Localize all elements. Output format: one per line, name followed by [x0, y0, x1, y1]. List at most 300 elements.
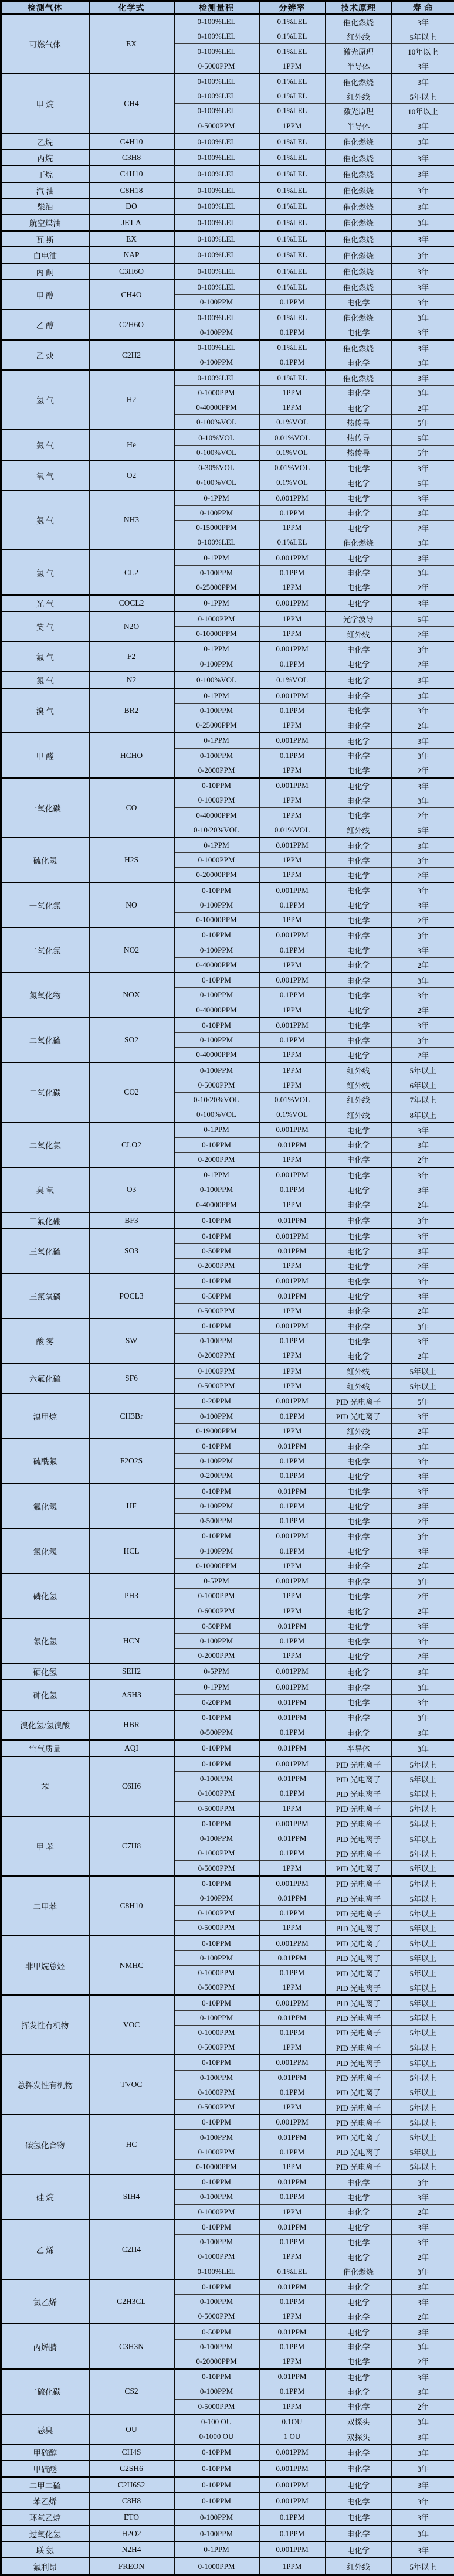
- resolution-cell: 0.01PPM: [259, 1831, 326, 1846]
- principle-cell: 电化学: [326, 641, 392, 657]
- range-cell: 0-100%LEL: [174, 370, 259, 385]
- life-cell: 3年: [392, 182, 454, 199]
- range-cell: 0-2000PPM: [174, 1258, 259, 1273]
- range-cell: 0-40000PPM: [174, 957, 259, 973]
- life-cell: 2年: [392, 627, 454, 642]
- table-row: [1, 1680, 454, 1695]
- formula-cell: POCL3: [89, 1273, 174, 1318]
- table-row: [1, 14, 454, 29]
- principle-cell: 电化学: [326, 1710, 392, 1725]
- range-cell: 0-100PPM: [174, 355, 259, 371]
- life-cell: 3年: [392, 1122, 454, 1137]
- gas-cell: 笑 气: [1, 611, 89, 642]
- life-cell: 2年: [392, 1558, 454, 1574]
- principle-cell: 红外线: [326, 1092, 392, 1107]
- gas-cell: 一氧化氮: [1, 883, 89, 928]
- life-cell: 5年以上: [392, 2040, 454, 2055]
- life-cell: 5年以上: [392, 1966, 454, 1980]
- life-cell: 2年: [392, 1423, 454, 1439]
- resolution-cell: 0.1PPM: [259, 1906, 326, 1921]
- gas-cell: 甲 醛: [1, 733, 89, 778]
- formula-cell: C8H18: [89, 182, 174, 199]
- range-cell: 0-100PPM: [174, 1182, 259, 1197]
- principle-cell: 电化学: [326, 2461, 392, 2477]
- life-cell: 3年: [392, 927, 454, 943]
- principle-cell: 催化燃烧: [326, 134, 392, 150]
- formula-cell: COCL2: [89, 595, 174, 611]
- life-cell: 3年: [392, 118, 454, 134]
- resolution-cell: 0.1PPM: [259, 943, 326, 957]
- life-cell: 5年以上: [392, 1861, 454, 1876]
- gas-cell: 氢 气: [1, 370, 89, 430]
- resolution-cell: 1PPM: [259, 1152, 326, 1167]
- principle-cell: 电化学: [326, 2174, 392, 2190]
- principle-cell: PID 光电离子: [326, 1816, 392, 1831]
- range-cell: 0-50PPM: [174, 2324, 259, 2339]
- resolution-cell: 1PPM: [259, 793, 326, 808]
- life-cell: 5年以上: [392, 1906, 454, 1921]
- formula-cell: C3H3N: [89, 2324, 174, 2369]
- resolution-cell: 0.001PPM: [259, 1936, 326, 1951]
- life-cell: 3年: [392, 688, 454, 704]
- range-cell: 0-50PPM: [174, 1243, 259, 1258]
- principle-cell: 电化学: [326, 793, 392, 808]
- range-cell: 0-1PPM: [174, 1167, 259, 1182]
- table-row: [1, 74, 454, 89]
- principle-cell: 半导体: [326, 118, 392, 134]
- life-cell: 3年: [392, 1182, 454, 1197]
- resolution-cell: 0.001PPM: [259, 1663, 326, 1680]
- principle-cell: 电化学: [326, 1514, 392, 1529]
- range-cell: 0-10PPM: [174, 1995, 259, 2010]
- table-row: [1, 2526, 454, 2542]
- life-cell: 3年: [392, 2190, 454, 2204]
- principle-cell: PID 光电离子: [326, 2010, 392, 2025]
- principle-cell: PID 光电离子: [326, 2040, 392, 2055]
- table-row: [1, 460, 454, 475]
- range-cell: 0-5000PPM: [174, 1980, 259, 1996]
- life-cell: 3年: [392, 2174, 454, 2190]
- formula-cell: C3H6O: [89, 263, 174, 280]
- gas-cell: 非甲烷总烃: [1, 1936, 89, 1996]
- range-cell: 0-5000PPM: [174, 2309, 259, 2324]
- formula-cell: C2H2: [89, 340, 174, 371]
- range-cell: 0-5000PPM: [174, 1303, 259, 1318]
- range-cell: 0-100%LEL: [174, 74, 259, 89]
- resolution-cell: 0.1%LEL: [259, 535, 326, 550]
- life-cell: 3年: [392, 1289, 454, 1303]
- table-row: [1, 490, 454, 505]
- principle-cell: 电化学: [326, 1122, 392, 1137]
- gas-cell: 二甲二硫: [1, 2477, 89, 2493]
- principle-cell: 电化学: [326, 1574, 392, 1589]
- table-row: [1, 1228, 454, 1243]
- principle-cell: 电化学: [326, 1167, 392, 1182]
- life-cell: 3年: [392, 2493, 454, 2509]
- range-cell: 0-100PPM: [174, 1498, 259, 1513]
- formula-cell: C7H8: [89, 1816, 174, 1876]
- principle-cell: 电化学: [326, 1048, 392, 1063]
- table-header: [1, 1, 454, 15]
- range-cell: 0-5PPM: [174, 1574, 259, 1589]
- gas-cell: 丙烷: [1, 149, 89, 166]
- resolution-cell: 0.1PPM: [259, 565, 326, 580]
- principle-cell: 电化学: [326, 1649, 392, 1664]
- resolution-cell: 0.01PPM: [259, 1740, 326, 1756]
- formula-cell: H2O2: [89, 2526, 174, 2542]
- range-cell: 0-1000PPM: [174, 1786, 259, 1801]
- life-cell: 3年: [392, 1680, 454, 1695]
- life-cell: 5年以上: [392, 29, 454, 44]
- principle-cell: 电化学: [326, 1619, 392, 1634]
- range-cell: 0-1PPM: [174, 1122, 259, 1137]
- resolution-cell: 0.01PPM: [259, 2324, 326, 2339]
- principle-cell: 电化学: [326, 385, 392, 400]
- table-row: [1, 340, 454, 355]
- life-cell: 3年: [392, 1137, 454, 1152]
- range-cell: 0-100PPM: [174, 2384, 259, 2399]
- life-cell: 2年: [392, 1002, 454, 1018]
- principle-cell: 电化学: [326, 2249, 392, 2264]
- range-cell: 0-100%LEL: [174, 149, 259, 166]
- gas-cell: 硫化氢: [1, 838, 89, 883]
- gas-cell: 硫酰氟: [1, 1439, 89, 1484]
- life-cell: 5年以上: [392, 2085, 454, 2099]
- table-row: [1, 231, 454, 247]
- resolution-cell: 0.01PPM: [259, 1619, 326, 1634]
- formula-cell: AQI: [89, 1740, 174, 1756]
- life-cell: 3年: [392, 1544, 454, 1558]
- resolution-cell: 0.001PPM: [259, 883, 326, 898]
- resolution-cell: 0.1PPM: [259, 898, 326, 912]
- life-cell: 5年以上: [392, 1891, 454, 1905]
- resolution-cell: 0.1PPM: [259, 1182, 326, 1197]
- table-row: [1, 1740, 454, 1756]
- resolution-cell: 0.1PPM: [259, 703, 326, 718]
- principle-cell: 电化学: [326, 853, 392, 868]
- principle-cell: 电化学: [326, 1469, 392, 1484]
- principle-cell: 电化学: [326, 1634, 392, 1649]
- formula-cell: SF6: [89, 1364, 174, 1394]
- gas-cell: 白电油: [1, 247, 89, 263]
- formula-cell: EX: [89, 231, 174, 247]
- resolution-cell: 0.01PPM: [259, 2369, 326, 2384]
- resolution-cell: 1PPM: [259, 1258, 326, 1273]
- life-cell: 5年: [392, 1394, 454, 1409]
- life-cell: 3年: [392, 1243, 454, 1258]
- range-cell: 0-5000PPM: [174, 2040, 259, 2055]
- range-cell: 0-10PPM: [174, 1876, 259, 1891]
- life-cell: 5年以上: [392, 2055, 454, 2070]
- table-row: [1, 149, 454, 166]
- formula-cell: O2: [89, 460, 174, 491]
- principle-cell: PID 光电离子: [326, 2099, 392, 2115]
- life-cell: 3年: [392, 565, 454, 580]
- principle-cell: 电化学: [326, 988, 392, 1002]
- gas-cell: 氮 气: [1, 672, 89, 688]
- resolution-cell: 1PPM: [259, 1649, 326, 1664]
- principle-cell: 电化学: [326, 957, 392, 973]
- resolution-cell: 0.001PPM: [259, 688, 326, 704]
- principle-cell: 电化学: [326, 2354, 392, 2369]
- gas-cell: 硒化氢: [1, 1663, 89, 1680]
- life-cell: 3年: [392, 748, 454, 763]
- principle-cell: 电化学: [326, 2190, 392, 2204]
- gas-cell: 甲硫醇: [1, 2444, 89, 2461]
- resolution-cell: 0.1%LEL: [259, 44, 326, 59]
- range-cell: 0-15000PPM: [174, 520, 259, 535]
- life-cell: 3年: [392, 310, 454, 325]
- range-cell: 0-100%LEL: [174, 14, 259, 29]
- range-cell: 0-10PPM: [174, 1740, 259, 1756]
- resolution-cell: 0.01%VOL: [259, 1092, 326, 1107]
- formula-cell: NOX: [89, 973, 174, 1018]
- principle-cell: PID 光电离子: [326, 2159, 392, 2174]
- life-cell: 3年: [392, 340, 454, 355]
- resolution-cell: 0.001PPM: [259, 838, 326, 853]
- principle-cell: PID 光电离子: [326, 1966, 392, 1980]
- formula-cell: C6H6: [89, 1756, 174, 1816]
- principle-cell: 半导体: [326, 1740, 392, 1756]
- principle-cell: 电化学: [326, 1033, 392, 1048]
- table-row: [1, 198, 454, 215]
- resolution-cell: 0.1%LEL: [259, 14, 326, 29]
- life-cell: 3年: [392, 1454, 454, 1469]
- resolution-cell: 1PPM: [259, 2204, 326, 2220]
- life-cell: 3年: [392, 778, 454, 793]
- formula-cell: O3: [89, 1167, 174, 1212]
- life-cell: 5年以上: [392, 2070, 454, 2085]
- life-cell: 5年以上: [392, 1816, 454, 1831]
- principle-cell: 半导体: [326, 59, 392, 74]
- life-cell: 3年: [392, 2339, 454, 2354]
- resolution-cell: 0.1%LEL: [259, 182, 326, 199]
- range-cell: 0-10/20%VOL: [174, 1092, 259, 1107]
- resolution-cell: 0.1PPM: [259, 2085, 326, 2099]
- resolution-cell: 0.1%LEL: [259, 74, 326, 89]
- resolution-cell: 0.1%LEL: [259, 166, 326, 182]
- formula-cell: NO: [89, 883, 174, 928]
- gas-cell: 氯乙烯: [1, 2279, 89, 2324]
- principle-cell: PID 光电离子: [326, 1394, 392, 1409]
- range-cell: 0-100 OU: [174, 2414, 259, 2429]
- principle-cell: 电化学: [326, 2279, 392, 2295]
- table-row: [1, 1710, 454, 1725]
- formula-cell: N2: [89, 672, 174, 688]
- range-cell: 0-100%LEL: [174, 182, 259, 199]
- table-row: [1, 1756, 454, 1772]
- principle-cell: 电化学: [326, 355, 392, 371]
- life-cell: 2年: [392, 1197, 454, 1212]
- principle-cell: PID 光电离子: [326, 1772, 392, 1786]
- gas-cell: 乙 烯: [1, 2220, 89, 2279]
- table-row: [1, 2055, 454, 2070]
- resolution-cell: 1PPM: [259, 808, 326, 823]
- life-cell: 5年: [392, 430, 454, 445]
- formula-cell: ETO: [89, 2509, 174, 2526]
- resolution-cell: 0.001PPM: [259, 2055, 326, 2070]
- principle-cell: 电化学: [326, 898, 392, 912]
- resolution-cell: 0.01PPM: [259, 2130, 326, 2145]
- life-cell: 3年: [392, 355, 454, 371]
- resolution-cell: 1PPM: [259, 1589, 326, 1603]
- resolution-cell: 0.001PPM: [259, 1394, 326, 1409]
- resolution-cell: 1PPM: [259, 1197, 326, 1212]
- life-cell: 3年: [392, 988, 454, 1002]
- principle-cell: 催化燃烧: [326, 263, 392, 280]
- life-cell: 3年: [392, 2220, 454, 2235]
- resolution-cell: 1PPM: [259, 385, 326, 400]
- gas-cell: 三氧化硫: [1, 1228, 89, 1273]
- resolution-cell: 0.1%LEL: [259, 340, 326, 355]
- range-cell: 0-10PPM: [174, 1756, 259, 1772]
- life-cell: 5年以上: [392, 1846, 454, 1861]
- range-cell: 0-1000PPM: [174, 385, 259, 400]
- range-cell: 0-100PPM: [174, 565, 259, 580]
- life-cell: 3年: [392, 134, 454, 150]
- principle-cell: 电化学: [326, 733, 392, 748]
- resolution-cell: 0.01PPM: [259, 2279, 326, 2295]
- range-cell: 0-100PPM: [174, 505, 259, 520]
- resolution-cell: 1PPM: [259, 1002, 326, 1018]
- life-cell: 3年: [392, 1334, 454, 1348]
- range-cell: 0-100PPM: [174, 1544, 259, 1558]
- principle-cell: 电化学: [326, 475, 392, 491]
- resolution-cell: 1PPM: [259, 1078, 326, 1092]
- table-row: [1, 1876, 454, 1891]
- resolution-cell: 0.001PPM: [259, 2493, 326, 2509]
- principle-cell: 电化学: [326, 325, 392, 340]
- principle-cell: 电化学: [326, 2220, 392, 2235]
- life-cell: 5年以上: [392, 2010, 454, 2025]
- principle-cell: 热传导: [326, 415, 392, 430]
- life-cell: 2年: [392, 1514, 454, 1529]
- life-cell: 5年以上: [392, 1801, 454, 1816]
- range-cell: 0-10%VOL: [174, 430, 259, 445]
- life-cell: 3年: [392, 295, 454, 310]
- formula-cell: NO2: [89, 927, 174, 973]
- principle-cell: PID 光电离子: [326, 2085, 392, 2099]
- formula-cell: F2O2S: [89, 1439, 174, 1484]
- life-cell: 5年: [392, 823, 454, 838]
- resolution-cell: 0.1PPM: [259, 1033, 326, 1048]
- life-cell: 3年: [392, 1710, 454, 1725]
- resolution-cell: 0.1PPM: [259, 2294, 326, 2309]
- table-row: [1, 2444, 454, 2461]
- gas-cell: 航空煤油: [1, 215, 89, 231]
- table-row: [1, 1528, 454, 1544]
- gas-cell: 磷化氢: [1, 1574, 89, 1619]
- formula-cell: H2S: [89, 838, 174, 883]
- gas-cell: 硅 烷: [1, 2174, 89, 2220]
- table-row: [1, 1936, 454, 1951]
- life-cell: 5年以上: [392, 1950, 454, 1965]
- resolution-cell: 1PPM: [259, 2249, 326, 2264]
- resolution-cell: 0.1PPM: [259, 355, 326, 371]
- range-cell: 0-40000PPM: [174, 1197, 259, 1212]
- range-cell: 0-10/20%VOL: [174, 823, 259, 838]
- resolution-cell: 0.001PPM: [259, 1018, 326, 1033]
- range-cell: 0-100PPM: [174, 1831, 259, 1846]
- principle-cell: 电化学: [326, 2509, 392, 2526]
- table-row: [1, 733, 454, 748]
- range-cell: 0-20000PPM: [174, 868, 259, 883]
- table-row: [1, 134, 454, 150]
- table-row: [1, 1619, 454, 1634]
- formula-cell: CO: [89, 778, 174, 838]
- life-cell: 3年: [392, 59, 454, 74]
- principle-cell: 电化学: [326, 1558, 392, 1574]
- range-cell: 0-10PPM: [174, 778, 259, 793]
- table-row: [1, 1364, 454, 1379]
- life-cell: 3年: [392, 149, 454, 166]
- resolution-cell: 1PPM: [259, 1048, 326, 1063]
- range-cell: 0-500PPM: [174, 1514, 259, 1529]
- formula-cell: SIH4: [89, 2174, 174, 2220]
- resolution-cell: 0.1PPM: [259, 1544, 326, 1558]
- range-cell: 0-100PPM: [174, 1409, 259, 1423]
- life-cell: 3年: [392, 74, 454, 89]
- formula-cell: BR2: [89, 688, 174, 733]
- range-cell: 0-100PPM: [174, 657, 259, 672]
- range-cell: 0-100%LEL: [174, 166, 259, 182]
- life-cell: 3年: [392, 1619, 454, 1634]
- principle-cell: 电化学: [326, 748, 392, 763]
- formula-cell: C3H8: [89, 149, 174, 166]
- resolution-cell: 0.1%LEL: [259, 280, 326, 295]
- principle-cell: PID 光电离子: [326, 2025, 392, 2040]
- principle-cell: 红外线: [326, 1107, 392, 1123]
- range-cell: 0-100PPM: [174, 943, 259, 957]
- resolution-cell: 1PPM: [259, 1423, 326, 1439]
- gas-cell: 三氯氧磷: [1, 1273, 89, 1318]
- gas-cell: 丙 酮: [1, 263, 89, 280]
- range-cell: 0-10PPM: [174, 2115, 259, 2130]
- principle-cell: 电化学: [326, 2204, 392, 2220]
- range-cell: 0-1000PPM: [174, 2025, 259, 2040]
- life-cell: 3年: [392, 898, 454, 912]
- life-cell: 7年以上: [392, 1092, 454, 1107]
- gas-cell: 氟利昂: [1, 2558, 89, 2575]
- resolution-cell: 0.01PPM: [259, 2174, 326, 2190]
- principle-cell: 电化学: [326, 505, 392, 520]
- principle-cell: 电化学: [326, 595, 392, 611]
- resolution-cell: 0.001PPM: [259, 1273, 326, 1289]
- range-cell: 0-5000PPM: [174, 118, 259, 134]
- resolution-cell: 0.1PPM: [259, 325, 326, 340]
- resolution-cell: 0.1%LEL: [259, 104, 326, 118]
- resolution-cell: 0.1%LEL: [259, 215, 326, 231]
- resolution-cell: 0.001PPM: [259, 2461, 326, 2477]
- resolution-cell: 0.1PPM: [259, 2526, 326, 2542]
- life-cell: 3年: [392, 703, 454, 718]
- formula-cell: BF3: [89, 1212, 174, 1229]
- life-cell: 2年: [392, 957, 454, 973]
- range-cell: 0-100PPM: [174, 1334, 259, 1348]
- life-cell: 3年: [392, 1695, 454, 1710]
- range-cell: 0-10PPM: [174, 883, 259, 898]
- life-cell: 3年: [392, 2324, 454, 2339]
- life-cell: 3年: [392, 198, 454, 215]
- life-cell: 3年: [392, 1167, 454, 1182]
- resolution-cell: 0.01%VOL: [259, 823, 326, 838]
- formula-cell: EX: [89, 14, 174, 74]
- resolution-cell: 1PPM: [259, 868, 326, 883]
- resolution-cell: 0.1PPM: [259, 1966, 326, 1980]
- principle-cell: 红外线: [326, 89, 392, 104]
- life-cell: 3年: [392, 385, 454, 400]
- table-row: [1, 2558, 454, 2575]
